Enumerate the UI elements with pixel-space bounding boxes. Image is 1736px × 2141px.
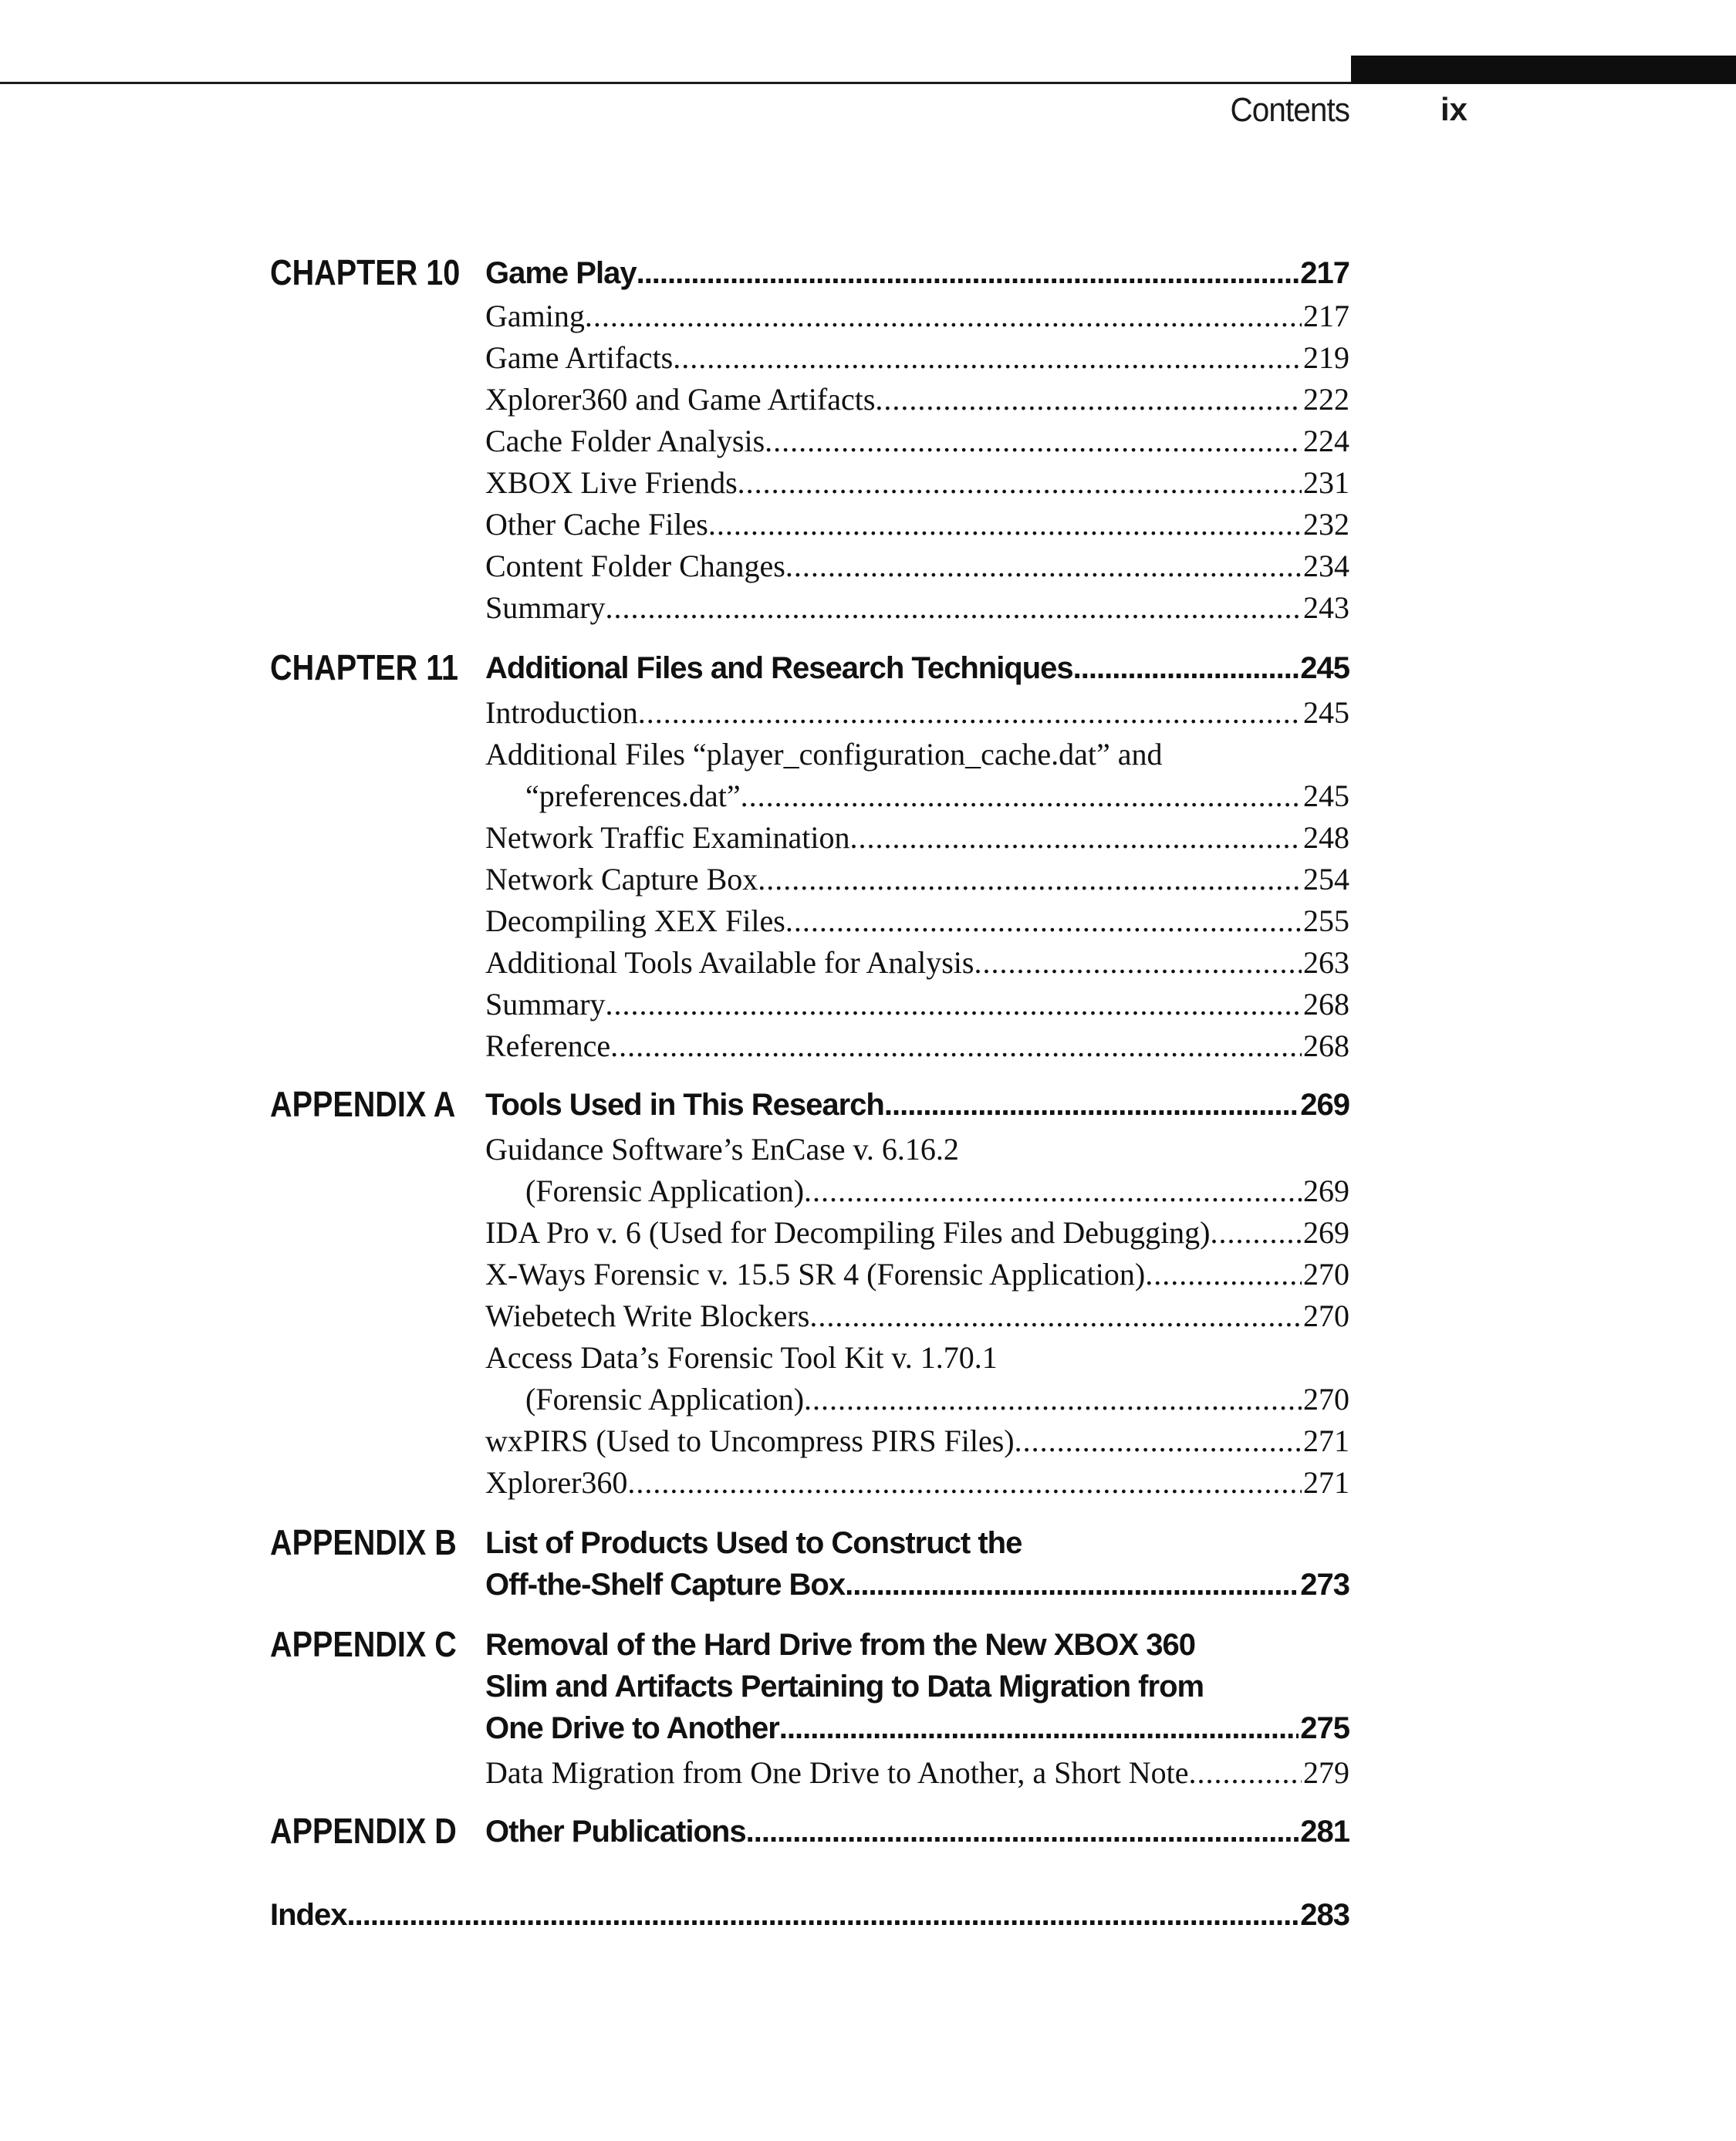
page-ref: 217 [1300, 256, 1349, 290]
page-ref: 217 [1303, 299, 1349, 333]
leader-dots [673, 339, 1302, 376]
leader-dots [746, 1815, 1299, 1849]
chapter-10-heading[interactable] [485, 256, 1349, 291]
chapter-11-heading[interactable] [485, 651, 1349, 686]
appendix-title: Removal of the Hard Drive from the New XBOX 360 [485, 1628, 1195, 1662]
entry-title-cont: (Forensic Application) [525, 1382, 805, 1417]
toc-entry-continuation[interactable] [525, 778, 1349, 814]
entry-title: Content Folder Changes [485, 549, 785, 583]
entry-title: Xplorer360 and Game Artifacts [485, 382, 876, 417]
page-ref: 270 [1303, 1257, 1349, 1292]
page-ref: 270 [1303, 1382, 1349, 1417]
entry-title: Additional Tools Available for Analysis [485, 945, 974, 980]
entry-title: Reference [485, 1028, 611, 1063]
leader-dots [585, 298, 1302, 334]
appendix-b-heading-line1[interactable] [485, 1526, 1349, 1561]
toc-entry[interactable] [485, 423, 1349, 459]
entry-title: Gaming [485, 299, 585, 333]
toc-entry[interactable] [485, 1754, 1349, 1791]
appendix-title: Off-the-Shelf Capture Box [485, 1568, 846, 1602]
page-ref: 248 [1303, 820, 1349, 855]
appendix-title: One Drive to Another [485, 1711, 779, 1745]
leader-dots [850, 819, 1302, 856]
toc-entry[interactable] [485, 1464, 1349, 1501]
appendix-title: Other Publications [485, 1815, 746, 1849]
leader-dots [1073, 651, 1299, 686]
entry-title: Wiebetech Write Blockers [485, 1298, 810, 1333]
leader-dots [785, 903, 1302, 939]
chapter-title: Additional Files and Research Techniques [485, 651, 1073, 685]
toc-entry[interactable] [485, 944, 1349, 981]
toc-entry-continuation[interactable] [525, 1381, 1349, 1417]
appendix-d-label: APPENDIX D [270, 1811, 457, 1851]
entry-title: Xplorer360 [485, 1465, 628, 1500]
entry-title: Summary [485, 590, 606, 625]
appendix-d-heading[interactable] [485, 1815, 1349, 1849]
leader-dots [606, 589, 1302, 626]
entry-title: IDA Pro v. 6 (Used for Decompiling Files and Debugging) [485, 1215, 1211, 1250]
page-ref: 269 [1303, 1215, 1349, 1250]
page-ref: 245 [1300, 651, 1349, 685]
page-ref: 279 [1303, 1755, 1349, 1790]
leader-dots [606, 986, 1302, 1022]
leader-dots [346, 1898, 1299, 1933]
toc-entry[interactable] [485, 1298, 1349, 1334]
toc-entry[interactable] [485, 464, 1349, 501]
leader-dots [779, 1711, 1299, 1746]
entry-title: Data Migration from One Drive to Another, a Short Note [485, 1755, 1189, 1790]
toc-entry[interactable] [485, 1423, 1349, 1459]
leader-dots [627, 1464, 1302, 1501]
leader-dots [875, 381, 1302, 417]
toc-entry[interactable] [485, 589, 1349, 626]
entry-title: Summary [485, 987, 606, 1022]
page-ref: 232 [1303, 507, 1349, 542]
leader-dots [1015, 1423, 1302, 1459]
appendix-a-heading[interactable] [485, 1088, 1349, 1123]
entry-title: Introduction [485, 695, 638, 730]
page-ref: 234 [1303, 549, 1349, 583]
page-ref: 245 [1303, 778, 1349, 813]
page-ref: 271 [1303, 1465, 1349, 1500]
leader-dots [708, 506, 1302, 542]
leader-dots [785, 548, 1302, 584]
leader-dots [638, 694, 1302, 731]
leader-dots [741, 778, 1302, 814]
leader-dots [974, 944, 1302, 981]
toc-entry[interactable] [485, 1214, 1349, 1251]
toc-entry-line1[interactable] [485, 736, 1349, 772]
chapter-11-label: CHAPTER 11 [270, 647, 459, 687]
leader-dots [804, 1173, 1302, 1209]
page-ref: 231 [1303, 465, 1349, 500]
page-ref: 255 [1303, 903, 1349, 938]
page-ref: 269 [1303, 1173, 1349, 1208]
entry-title-cont: “preferences.dat” [525, 778, 741, 813]
leader-dots [809, 1298, 1302, 1334]
chapter-10-label: CHAPTER 10 [270, 252, 461, 292]
entry-title: XBOX Live Friends [485, 465, 738, 500]
appendix-c-heading-line3[interactable] [485, 1711, 1349, 1746]
toc-entry[interactable] [485, 903, 1349, 939]
entry-title: Cache Folder Analysis [485, 424, 765, 458]
page-ref: 243 [1303, 590, 1349, 625]
page-number: ix [1440, 91, 1468, 127]
leader-dots [884, 1088, 1299, 1123]
entry-title: Network Capture Box [485, 862, 758, 897]
leader-dots [1189, 1754, 1302, 1791]
entry-title: Network Traffic Examination [485, 820, 850, 855]
page-ref: 268 [1303, 1028, 1349, 1063]
toc-entry-line1[interactable] [485, 1339, 1349, 1376]
toc-entry[interactable] [485, 298, 1349, 334]
toc-entry[interactable] [485, 986, 1349, 1022]
running-head: Contents [1230, 91, 1349, 129]
page-ref: 271 [1303, 1423, 1349, 1458]
header-bar [1351, 56, 1736, 83]
toc-entry[interactable] [485, 1028, 1349, 1064]
page-ref: 270 [1303, 1298, 1349, 1333]
page-ref: 273 [1300, 1568, 1349, 1602]
entry-title: Game Artifacts [485, 340, 674, 375]
entry-title: X-Ways Forensic v. 15.5 SR 4 (Forensic Application) [485, 1257, 1146, 1292]
toc-entry[interactable] [485, 506, 1349, 542]
appendix-c-heading-line1[interactable] [485, 1628, 1349, 1663]
page-ref: 245 [1303, 695, 1349, 730]
entry-title: Other Cache Files [485, 507, 708, 542]
entry-title: wxPIRS (Used to Uncompress PIRS Files) [485, 1423, 1015, 1458]
leader-dots [758, 861, 1302, 897]
toc-entry[interactable] [485, 819, 1349, 856]
toc-entry[interactable] [485, 339, 1349, 376]
toc-entry[interactable] [485, 548, 1349, 584]
entry-title: Access Data’s Forensic Tool Kit v. 1.70.1 [485, 1340, 998, 1375]
page-ref: 281 [1300, 1815, 1349, 1849]
toc-entry-line1[interactable] [485, 1131, 1349, 1167]
page-ref: 263 [1303, 945, 1349, 980]
leader-dots [1145, 1256, 1302, 1292]
page-ref: 269 [1300, 1088, 1349, 1122]
leader-dots [1211, 1214, 1302, 1251]
appendix-b-heading-line2[interactable] [485, 1568, 1349, 1602]
appendix-a-label: APPENDIX A [270, 1084, 456, 1124]
entry-title-cont: (Forensic Application) [525, 1173, 805, 1208]
leader-dots [610, 1028, 1302, 1064]
appendix-c-heading-line2[interactable] [485, 1670, 1349, 1704]
appendix-title: Tools Used in This Research [485, 1088, 884, 1122]
index-title: Index [270, 1898, 347, 1932]
toc-entry[interactable] [485, 694, 1349, 731]
entry-title: Additional Files “player_configuration_cache.dat” and [485, 737, 1163, 772]
toc-entry-continuation[interactable] [525, 1173, 1349, 1209]
toc-entry[interactable] [485, 381, 1349, 417]
page-ref: 222 [1303, 382, 1349, 417]
leader-dots [845, 1568, 1299, 1602]
page-ref: 219 [1303, 340, 1349, 375]
page-ref: 224 [1303, 424, 1349, 458]
entry-title: Decompiling XEX Files [485, 903, 785, 938]
page-ref: 254 [1303, 862, 1349, 897]
leader-dots [637, 256, 1299, 291]
entry-title: Guidance Software’s EnCase v. 6.16.2 [485, 1132, 959, 1167]
toc-entry[interactable] [485, 1256, 1349, 1292]
chapter-title: Game Play [485, 256, 637, 290]
appendix-title: List of Products Used to Construct the [485, 1526, 1022, 1560]
page-ref: 283 [1300, 1898, 1349, 1932]
appendix-b-label: APPENDIX B [270, 1522, 457, 1562]
page-ref: 275 [1300, 1711, 1349, 1745]
leader-dots [804, 1381, 1302, 1417]
index-heading[interactable] [270, 1898, 1349, 1933]
toc-entry[interactable] [485, 861, 1349, 897]
leader-dots [765, 423, 1302, 459]
appendix-title: Slim and Artifacts Pertaining to Data Migration from [485, 1670, 1204, 1704]
leader-dots [738, 464, 1302, 501]
appendix-c-label: APPENDIX C [270, 1624, 457, 1664]
page-ref: 268 [1303, 987, 1349, 1022]
